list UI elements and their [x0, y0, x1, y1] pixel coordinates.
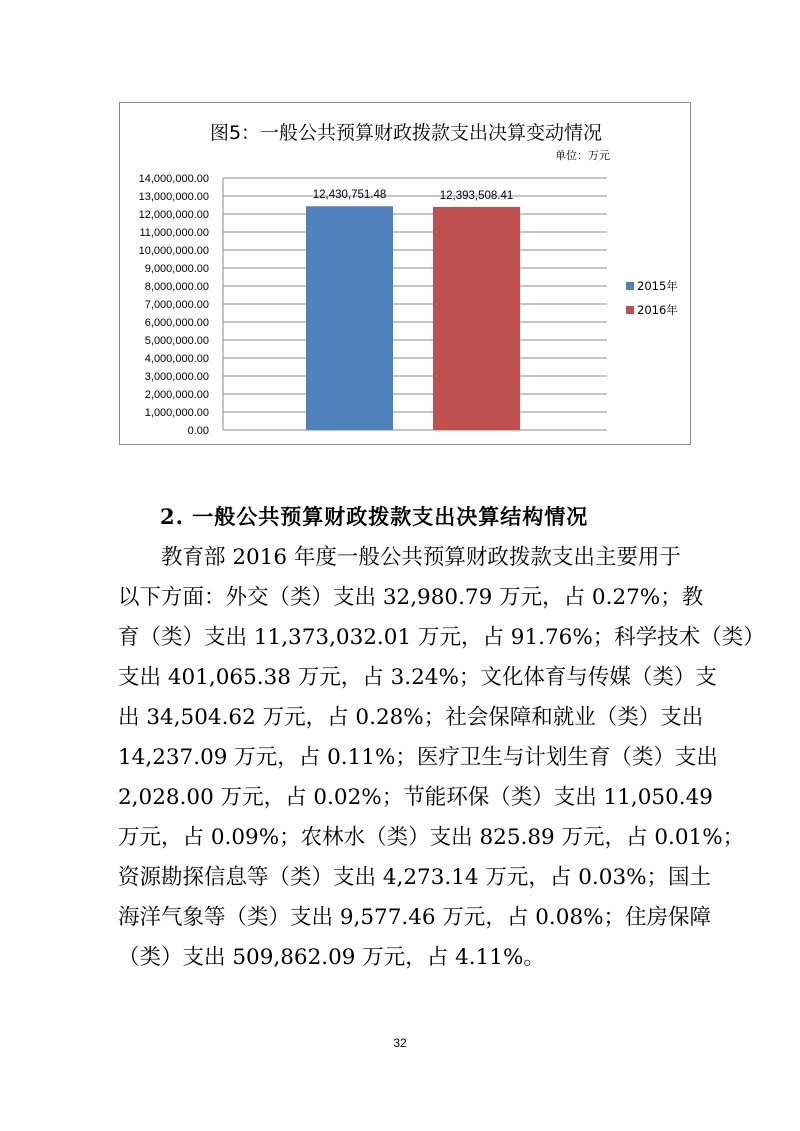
paragraph-line: 出 34,504.62 万元，占 0.28%；社会保障和就业（类）支出 — [118, 705, 704, 730]
paragraph-line: 支出 401,065.38 万元，占 3.24%；文化体育与传媒（类）支 — [118, 665, 717, 690]
paragraph-line: 14,237.09 万元，占 0.11%；医疗卫生与计划生育（类）支出 — [118, 745, 718, 770]
y-tick-label: 1,000,000.00 — [144, 407, 209, 419]
y-tick-label: 14,000,000.00 — [138, 173, 209, 185]
paragraph-line: 育（类）支出 11,373,032.01 万元，占 91.76%；科学技术（类） — [118, 625, 765, 650]
y-tick-label: 12,000,000.00 — [138, 209, 209, 221]
y-tick-label: 10,000,000.00 — [138, 245, 209, 257]
section-paragraph — [118, 538, 765, 978]
paragraph-line: 万元，占 0.09%；农林水（类）支出 825.89 万元，占 0.01%； — [118, 825, 745, 850]
page-number: 32 — [393, 1036, 407, 1050]
y-tick-label: 3,000,000.00 — [144, 371, 209, 383]
chart-figure-5 — [119, 102, 691, 445]
y-tick-label: 4,000,000.00 — [144, 353, 209, 365]
paragraph-line: （类）支出 509,862.09 万元，占 4.11%。 — [118, 945, 545, 970]
y-tick-label: 2,000,000.00 — [144, 389, 209, 401]
legend-swatch — [626, 282, 634, 290]
paragraph-line: 以下方面：外交（类）支出 32,980.79 万元，占 0.27%；教 — [118, 585, 704, 610]
legend-label: 2015年 — [637, 279, 678, 293]
bar-1 — [306, 206, 393, 430]
y-tick-label: 11,000,000.00 — [139, 227, 209, 239]
y-tick-label: 5,000,000.00 — [144, 335, 209, 347]
chart-unit-label: 单位：万元 — [555, 149, 610, 162]
paragraph-line: 资源勘探信息等（类）支出 4,273.14 万元，占 0.03%；国土 — [118, 865, 712, 890]
y-tick-label: 6,000,000.00 — [144, 317, 209, 329]
y-tick-label: 8,000,000.00 — [144, 281, 209, 293]
paragraph-line: 教育部 2016 年度一般公共预算财政拨款支出主要用于 — [118, 545, 681, 570]
y-tick-label: 0.00 — [187, 425, 209, 437]
paragraph-line: 海洋气象等（类）支出 9,577.46 万元，占 0.08%；住房保障 — [118, 905, 712, 930]
y-tick-label: 9,000,000.00 — [144, 263, 209, 275]
bar-data-label: 12,430,751.48 — [312, 189, 387, 202]
y-tick-label: 7,000,000.00 — [144, 299, 209, 311]
bar-chart — [120, 103, 692, 446]
bar-2 — [433, 207, 520, 430]
section-heading: 2. 一般公共预算财政拨款支出决算结构情况 — [160, 504, 589, 529]
legend-label: 2016年 — [637, 303, 678, 317]
legend-swatch — [626, 306, 634, 314]
chart-title: 图5：一般公共预算财政拨款支出决算变动情况 — [209, 122, 603, 144]
y-tick-label: 13,000,000.00 — [138, 191, 209, 203]
bar-data-label: 12,393,508.41 — [439, 189, 514, 202]
paragraph-line: 2,028.00 万元，占 0.02%；节能环保（类）支出 11,050.49 — [118, 785, 713, 810]
